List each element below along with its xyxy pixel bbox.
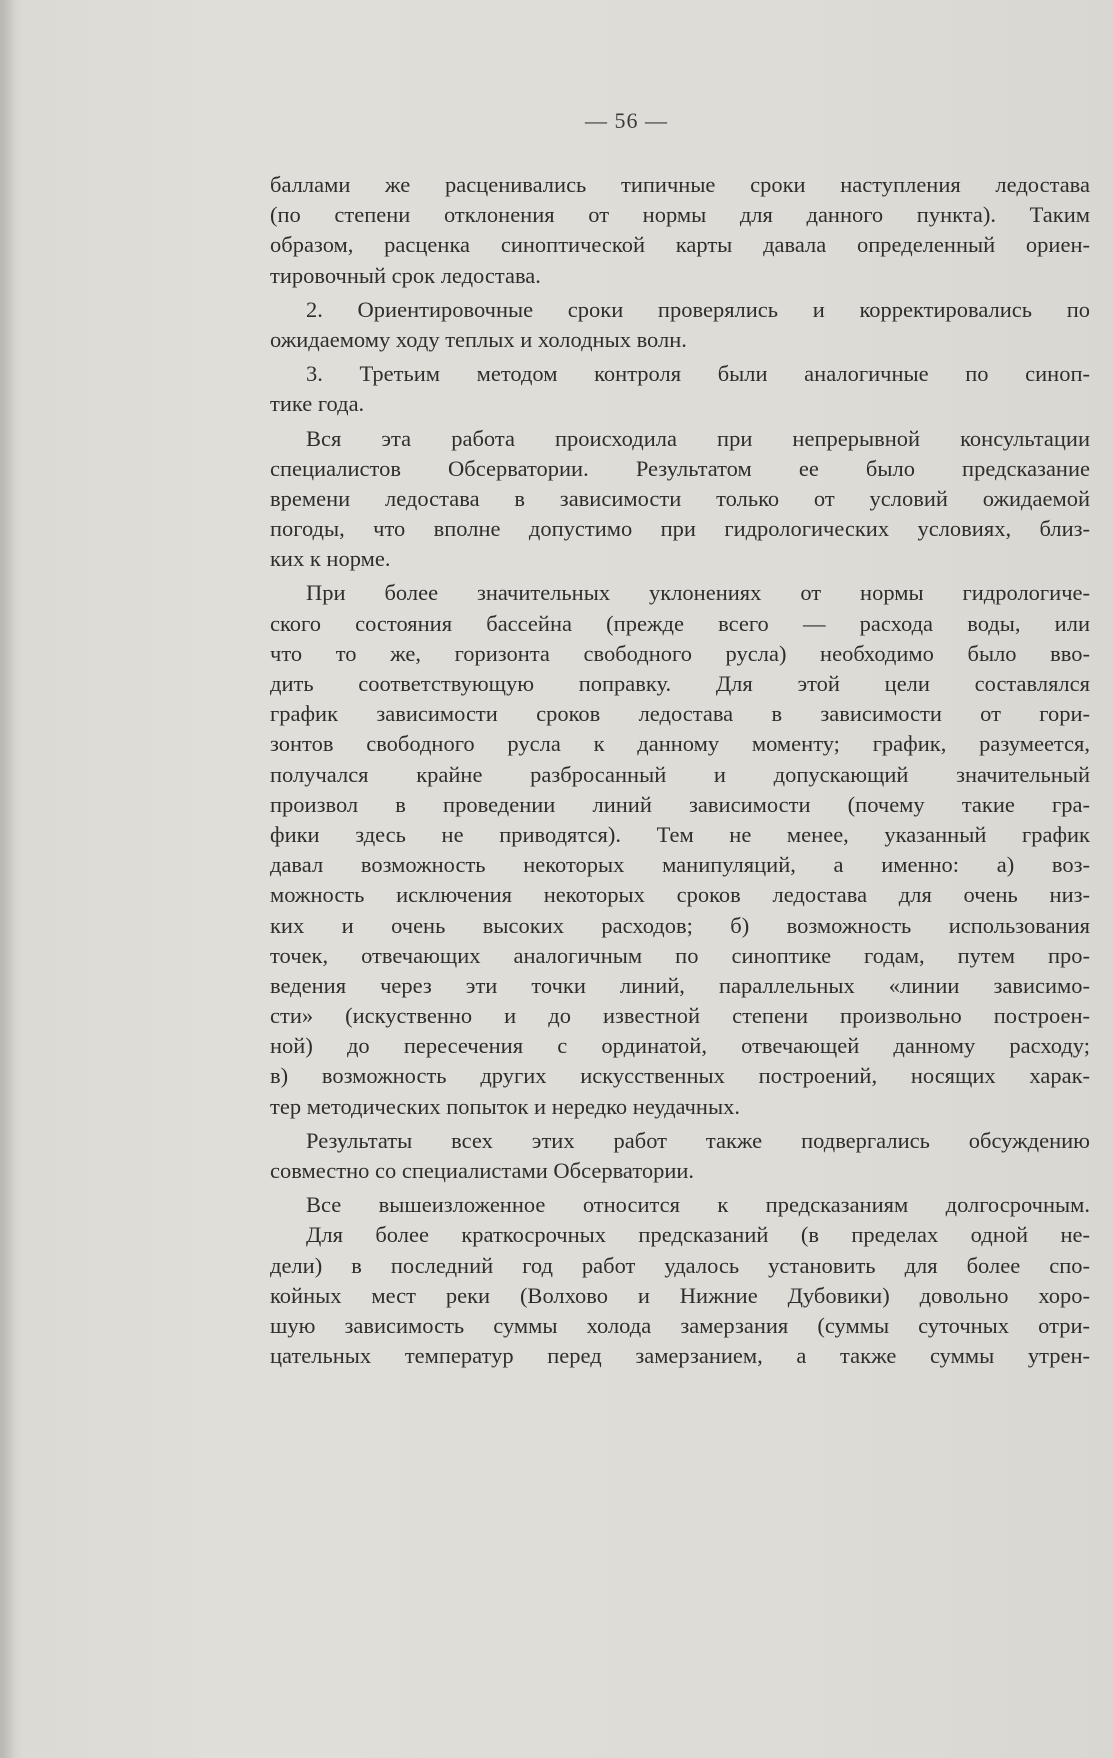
text-line: получался крайне разбросанный и допускающий значительный: [270, 761, 1090, 787]
text-line: зонтов свободного русла к данному моменту; график, разумеется,: [270, 731, 1090, 757]
text-line: дели) в последний год работ удалось установить для более спо-: [270, 1252, 1090, 1278]
text-line: Результаты всех этих работ также подвергались обсуждению: [306, 1127, 1090, 1153]
text-line: совместно со специалистами Обсерватории.: [270, 1158, 695, 1183]
text-line: Вся эта работа происходила при непрерывной консультации: [306, 425, 1090, 451]
text-line: фики здесь не приводятся). Тем не менее, указанный график: [270, 821, 1090, 847]
text-line: давал возможность некоторых манипуляций, а именно: а) воз-: [270, 852, 1090, 878]
paragraph-3: [270, 359, 1090, 419]
text-line: график зависимости сроков ледостава в зависимости от гори-: [270, 701, 1090, 727]
text-line: шую зависимость суммы холода замерзания (суммы суточных отри-: [270, 1312, 1090, 1338]
body-text: [270, 170, 1090, 1375]
page-gutter-shadow: [0, 0, 14, 1758]
text-line: 2. Ориентировочные сроки проверялись и корректировались по: [306, 296, 1090, 322]
text-line: дить соответствующую поправку. Для этой цели составлялся: [270, 671, 1090, 696]
page-number: — 56 —: [585, 108, 668, 133]
text-line: ной) до пересечения с ординатой, отвечающей данному расходу;: [270, 1033, 1090, 1059]
text-line: Все вышеизложенное относится к предсказаниям долгосрочным.: [306, 1192, 1090, 1218]
text-line: погоды, что вполне допустимо при гидрологических условиях, близ-: [270, 516, 1090, 542]
text-line: времени ледостава в зависимости только от условий ожидаемой: [270, 485, 1090, 511]
text-line: ского состояния бассейна (прежде всего — расхода воды, или: [270, 610, 1090, 636]
text-line: баллами же расценивались типичные сроки наступления ледостава: [270, 172, 1090, 197]
text-line: в) возможность других искусственных построений, носящих харак-: [270, 1063, 1090, 1089]
paragraph-4: [270, 424, 1090, 575]
text-line: ведения через эти точки линий, параллельных «линии зависимо-: [270, 972, 1090, 998]
text-line: специалистов Обсерватории. Результатом ее было предсказание: [270, 455, 1090, 481]
text-line: тике года.: [270, 391, 365, 417]
paragraph-7: [270, 1190, 1090, 1371]
paragraph-1: [270, 170, 1090, 291]
paragraph-2: [270, 295, 1090, 355]
text-line: При более значительных уклонениях от нормы гидрологиче-: [306, 580, 1090, 606]
text-line: Для более краткосрочных предсказаний (в пределах одной не-: [306, 1222, 1090, 1248]
text-line: тировочный срок ледостава.: [270, 262, 541, 288]
text-line: цательных температур перед замерзанием, а также суммы утрен-: [270, 1343, 1090, 1369]
text-line: (по степени отклонения от нормы для данного пункта). Таким: [270, 202, 1090, 228]
text-line: можность исключения некоторых сроков ледостава для очень низ-: [270, 882, 1090, 908]
text-line: ких и очень высоких расходов; б) возможность использования: [270, 912, 1090, 938]
text-line: образом, расценка синоптической карты давала определенный ориен-: [270, 232, 1090, 258]
text-line: сти» (искуственно и до известной степени произвольно построен-: [270, 1003, 1090, 1029]
text-line: ких к норме.: [270, 546, 391, 572]
text-line: произвол в проведении линий зависимости (почему такие гра-: [270, 791, 1090, 817]
text-line: ожидаемому ходу теплых и холодных волн.: [270, 326, 687, 352]
text-line: точек, отвечающих аналогичным по синоптике годам, путем про-: [270, 942, 1090, 968]
text-line: тер методических попыток и нередко неудачных.: [270, 1093, 740, 1119]
text-line: 3. Третьим методом контроля были аналогичные по синоп-: [306, 361, 1090, 387]
paragraph-6: [270, 1126, 1090, 1186]
text-line: койных мест реки (Волхово и Нижние Дубовики) довольно хоро-: [270, 1282, 1090, 1308]
text-line: что то же, горизонта свободного русла) необходимо было вво-: [270, 640, 1090, 666]
paragraph-5: [270, 578, 1090, 1121]
